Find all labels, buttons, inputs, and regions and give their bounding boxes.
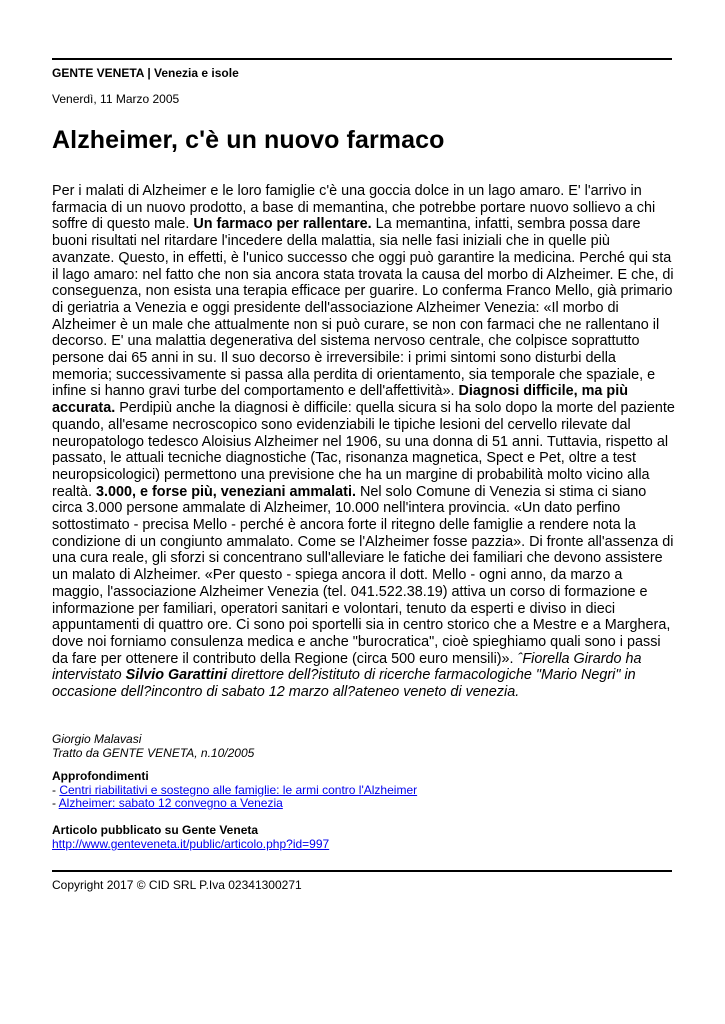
section-heading: Diagnosi difficile, ma più accurata. xyxy=(52,383,628,417)
source-note: Tratto da GENTE VENETA, n.10/2005 xyxy=(52,746,255,760)
publication-heading: Articolo pubblicato su Gente Veneta xyxy=(52,823,259,837)
related-link[interactable]: Alzheimer: sabato 12 convegno a Venezia xyxy=(58,796,283,810)
copyright-notice: Copyright 2017 © CID SRL P.Iva 02341300271 xyxy=(52,878,302,892)
publication-info xyxy=(52,823,329,851)
related-heading: Approfondimenti xyxy=(52,769,149,783)
article-title: Alzheimer, c'è un nuovo farmaco xyxy=(52,126,445,154)
section-heading: 3.000, e forse più, veneziani ammalati. xyxy=(96,483,356,500)
article-text: Nel solo Comune di Venezia si stima ci siano circa 3.000 persone ammalate di Alzheimer, 10.000 nell'intera provincia. «Un dato perfino sottostimato - precisa Mello - perché è ancora forte il ritegno delle famiglie a rendere nota la condizione di un congiunto ammalato. Come se l'Alzheimer fosse pazzia». Di fronte all'assenza di una cura reale, gli sforzi si concentrano sull'alleviare le fatiche dei familiari che devono assistere un malato di Alzheimer. «Per questo - spiega ancora il dott. Mello - ogni anno, da marzo a maggio, l'associazione Alzheimer Venezia (tel. 041.522.38.19) attiva un corso di formazione e informazione per familiari, operatori sanitari e volontari, tenuto da esperti e diviso in dieci appuntamenti di quattro ore. Ci sono poi sportelli sia in centro storico che a Mestre e a Marghera, dove noi forniamo consulenza medica e anche "burocratica", cioè spieghiamo quali sono i passi da fare per ottenere il contributo della Regione (circa 500 euro mensili)». xyxy=(52,483,674,667)
related-link[interactable]: Centri riabilitativi e sostegno alle famiglie: le armi contro l'Alzheimer xyxy=(59,782,418,797)
article-text: La memantina, infatti, sembra possa dare buoni risultati nel ritardare l'incedere della malattia, sia nelle fasi iniziali che in quelle più avanzate. Questo, in effetti, è l'unico successo che oggi può garantire la medicina. Perché qui sta il lago amaro: nel fatto che non sia ancora stata trovata la causa del morbo di Alzheimer. E che, di conseguenza, non esista una terapia efficace per guarire. Lo conferma Franco Mello, già primario di geriatria a Venezia e oggi presidente dell'associazione Alzheimer Venezia: «Il morbo di Alzheimer è un male che attualmente non si può curare, se non con farmaci che ne rallentano il decorso. E' una malattia degenerativa del sistema nervoso centrale, che colpisce soprattutto persone dai 65 anni in su. Il suo decorso è irreversibile: i primi sintomi sono disturbi della memoria; successivamente si passa alla perdita di orientamento, sia temporale che spaziale, e infine si hanno gravi turbe del comportamento e dell'affettività». xyxy=(52,216,674,400)
byline xyxy=(52,732,254,760)
top-divider xyxy=(52,58,672,60)
interviewee-name: Silvio Garattini xyxy=(125,667,228,684)
article-text: Per i malati di Alzheimer e le loro famiglie c'è una goccia dolce in un lago amaro. E' l'arrivo in farmacia di un nuovo prodotto, a base di memantina, che potrebbe portare nuovo sollievo a chi soffre di questo male. xyxy=(52,183,656,233)
article-text: Perdipiù anche la diagnosi è difficile: quella sicura si ha solo dopo la morte del paziente quando, all'esame necroscopico sono evidenziabili le tipiche lesioni del cervello rilevate dal neuropatologo tedesco Aloisius Alzheimer nel 1906, su una donna di 51 anni. Tuttavia, rispetto al passato, le attuali tecniche diagnostiche (Tac, risonanza magnetica, Spect e Pet, oltre a test neuropsicologici) permettono una previsione che ha un margine di probabilità molto vicino alla realtà. xyxy=(52,400,675,500)
article-url-link[interactable]: http://www.genteveneta.it/public/articolo.php?id=997 xyxy=(52,837,330,851)
masthead: GENTE VENETA | Venezia e isole xyxy=(52,66,239,80)
related-links xyxy=(52,770,417,811)
author-name: Giorgio Malavasi xyxy=(52,732,142,746)
interview-note: direttore dell?istituto di ricerche farmacologiche "Mario Negri" in occasione dell?incontro di sabato 12 marzo all?ateneo veneto di venezia. xyxy=(52,667,636,701)
related-item: - Alzheimer: sabato 12 convegno a Venezia xyxy=(52,796,283,810)
bottom-divider xyxy=(52,870,672,872)
article-body xyxy=(52,183,676,701)
interview-note: ˆFiorella Girardo ha intervistato xyxy=(52,650,642,684)
publication-date: Venerdì, 11 Marzo 2005 xyxy=(52,92,180,106)
section-heading: Un farmaco per rallentare. xyxy=(193,216,372,233)
related-item: - Centri riabilitativi e sostegno alle famiglie: le armi contro l'Alzheimer xyxy=(52,782,418,797)
